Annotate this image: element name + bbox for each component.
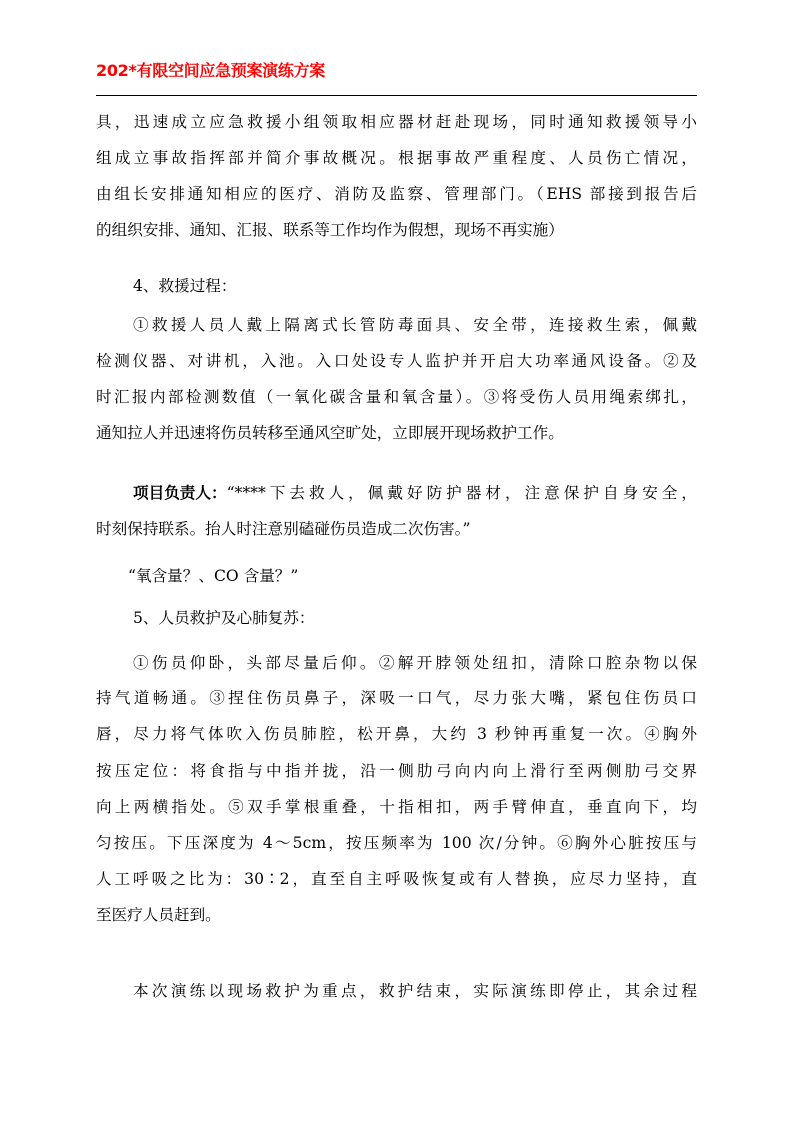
text-line: 本次演练以现场救护为重点，救护结束，实际演练即停止，其余过程 — [133, 982, 697, 1000]
text-line: 组成立事故指挥部并简介事故概况。根据事故严重程度、人员伤亡情况， — [96, 149, 697, 167]
text-line: 匀按压。下压深度为 4～5cm，按压频率为 100 次/分钟。⑥胸外心脏按压与 — [96, 834, 697, 852]
document-header-title: 202*有限空间应急预案演练方案 — [96, 61, 325, 80]
text-line: 时汇报内部检测数值（一氧化碳含量和氧含量）。③将受伤人员用绳索绑扎， — [96, 388, 697, 406]
header-divider — [96, 95, 697, 96]
speaker-label: 项目负责人： — [133, 483, 227, 502]
text-line: 按压定位：将食指与中指并拢，沿一侧肋弓向内向上滑行至两侧肋弓交界 — [96, 762, 697, 780]
text-line: “****下去救人，佩戴好防护器材，注意保护自身安全， — [226, 484, 697, 502]
text-line: 至医疗人员赶到。 — [96, 906, 221, 924]
text-line: 人工呼吸之比为：30∶2，直至自主呼吸恢复或有人替换，应尽力坚持，直 — [96, 870, 697, 888]
text-line: 具，迅速成立应急救援小组领取相应器材赶赴现场，同时通知救援领导小 — [96, 113, 697, 131]
text-line: “氧含量？、CO 含量？” — [128, 567, 299, 585]
text-line: 唇，尽力将气体吹入伤员肺腔，松开鼻，大约 3 秒钟再重复一次。④胸外 — [96, 725, 697, 743]
text-line: 通知拉人并迅速将伤员转移至通风空旷处，立即展开现场救护工作。 — [96, 424, 564, 442]
text-line: ①伤员仰卧，头部尽量后仰。②解开脖领处纽扣，清除口腔杂物以保 — [133, 654, 697, 672]
text-line: 向上两横指处。⑤双手掌根重叠，十指相扣，两手臂伸直，垂直向下，均 — [96, 798, 697, 816]
text-line: 检测仪器、对讲机，入池。入口处设专人监护并开启大功率通风设备。②及 — [96, 352, 697, 370]
text-line: 持气道畅通。③捏住伤员鼻子，深吸一口气，尽力张大嘴，紧包住伤员口 — [96, 689, 697, 707]
section-heading: 4、救援过程： — [133, 277, 237, 295]
text-line: 的组织安排、通知、汇报、联系等工作均作为假想，现场不再实施） — [96, 221, 564, 239]
text-line: ①救援人员人戴上隔离式长管防毒面具、安全带，连接救生索，佩戴 — [133, 316, 697, 334]
text-line: 由组长安排通知相应的医疗、消防及监察、管理部门。（EHS 部接到报告后 — [96, 185, 697, 203]
section-heading: 5、人员救护及心肺复苏： — [133, 609, 315, 627]
text-line: 时刻保持联系。抬人时注意别磕碰伤员造成二次伤害。” — [96, 520, 471, 538]
speaker-line — [133, 483, 697, 503]
